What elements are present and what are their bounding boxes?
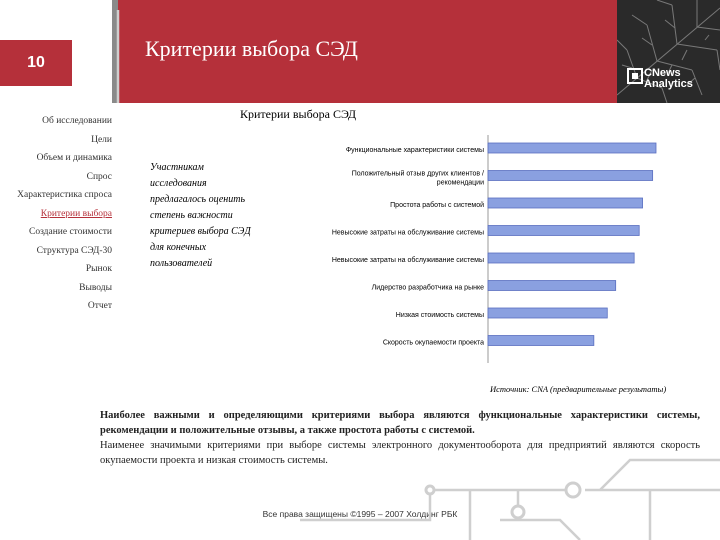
logo-line-2: Analytics (644, 78, 693, 90)
category-label: Невысокие затраты на обслуживание системы (331, 257, 484, 264)
category-label: Функциональные характеристики системы (345, 147, 484, 154)
criteria-bar-chart (290, 135, 670, 365)
sidebar-item-goals[interactable]: Цели (91, 134, 112, 145)
chart-bar (488, 281, 616, 291)
chart-bar (488, 253, 634, 263)
callout-line: для конечных (150, 242, 207, 253)
chart-bar (488, 198, 643, 208)
slide-number: 10 (27, 54, 45, 71)
sidebar-item-conclusions[interactable]: Выводы (79, 282, 112, 293)
category-label: Невысокие затраты на обслуживание системы (331, 229, 484, 237)
chart-callout (150, 160, 276, 272)
summary-paragraph-1: Наиболее важными и определяющими критериями выбора являются функциональные характеристики системы, рекомендации и положительные отзывы, а также простота работы с системой. (100, 410, 700, 436)
callout-line: критериев выбора СЭД (150, 226, 251, 237)
logo-line-1: CNews (644, 67, 681, 79)
summary-paragraph-2: Наименее значимыми критериями при выборе системы электронного документооборота для предприятий являются скорость окупаемости проекта и низкая стоимость системы. (100, 440, 700, 466)
sidebar-item-volume[interactable]: Объем и динамика (36, 153, 112, 163)
sidebar-item-demand-profile[interactable]: Характеристика спроса (17, 190, 112, 200)
callout-line: исследования (150, 178, 207, 189)
sidebar-nav (0, 112, 112, 316)
callout-line: Участникам (150, 162, 204, 173)
category-label: Скорость окупаемости проекта (382, 339, 484, 347)
chart-bar (488, 171, 653, 181)
callout-line: пользователей (150, 258, 213, 269)
category-label: Положительный отзыв других клиентов / рекомендации (351, 170, 484, 187)
sidebar-item-value-creation[interactable]: Создание стоимости (28, 227, 112, 237)
callout-line: предлагалось оценить (150, 194, 246, 205)
chart-bar (488, 336, 594, 346)
sidebar-item-about[interactable]: Об исследовании (42, 116, 112, 126)
chart-bar (488, 226, 639, 236)
sidebar-item-criteria[interactable]: Критерии выбора (40, 208, 112, 219)
summary-text (100, 408, 700, 468)
sidebar-item-market[interactable]: Рынок (85, 264, 112, 274)
chart-bar (488, 143, 656, 153)
header-banner (0, 0, 720, 103)
sidebar-item-report[interactable]: Отчет (87, 301, 112, 311)
page-title: Критерии выбора СЭД (145, 36, 358, 61)
callout-line: степень важности (150, 210, 233, 221)
chart-source: Источник: CNA (предварительные результаты) (490, 384, 667, 394)
category-label: Лидерство разработчика на рынке (371, 284, 484, 292)
logo-text (644, 68, 693, 90)
category-label: Низкая стоимость системы (395, 312, 484, 319)
chart-bar (488, 308, 607, 318)
footer-copyright: Все права защищены ©1995 – 2007 Холдинг РБК (262, 509, 458, 519)
sidebar-item-structure[interactable]: Структура СЭД-30 (36, 245, 112, 256)
category-label: Простота работы с системой (390, 202, 484, 209)
sidebar-item-demand[interactable]: Спрос (86, 171, 112, 182)
chart-title: Критерии выбора СЭД (240, 107, 357, 121)
